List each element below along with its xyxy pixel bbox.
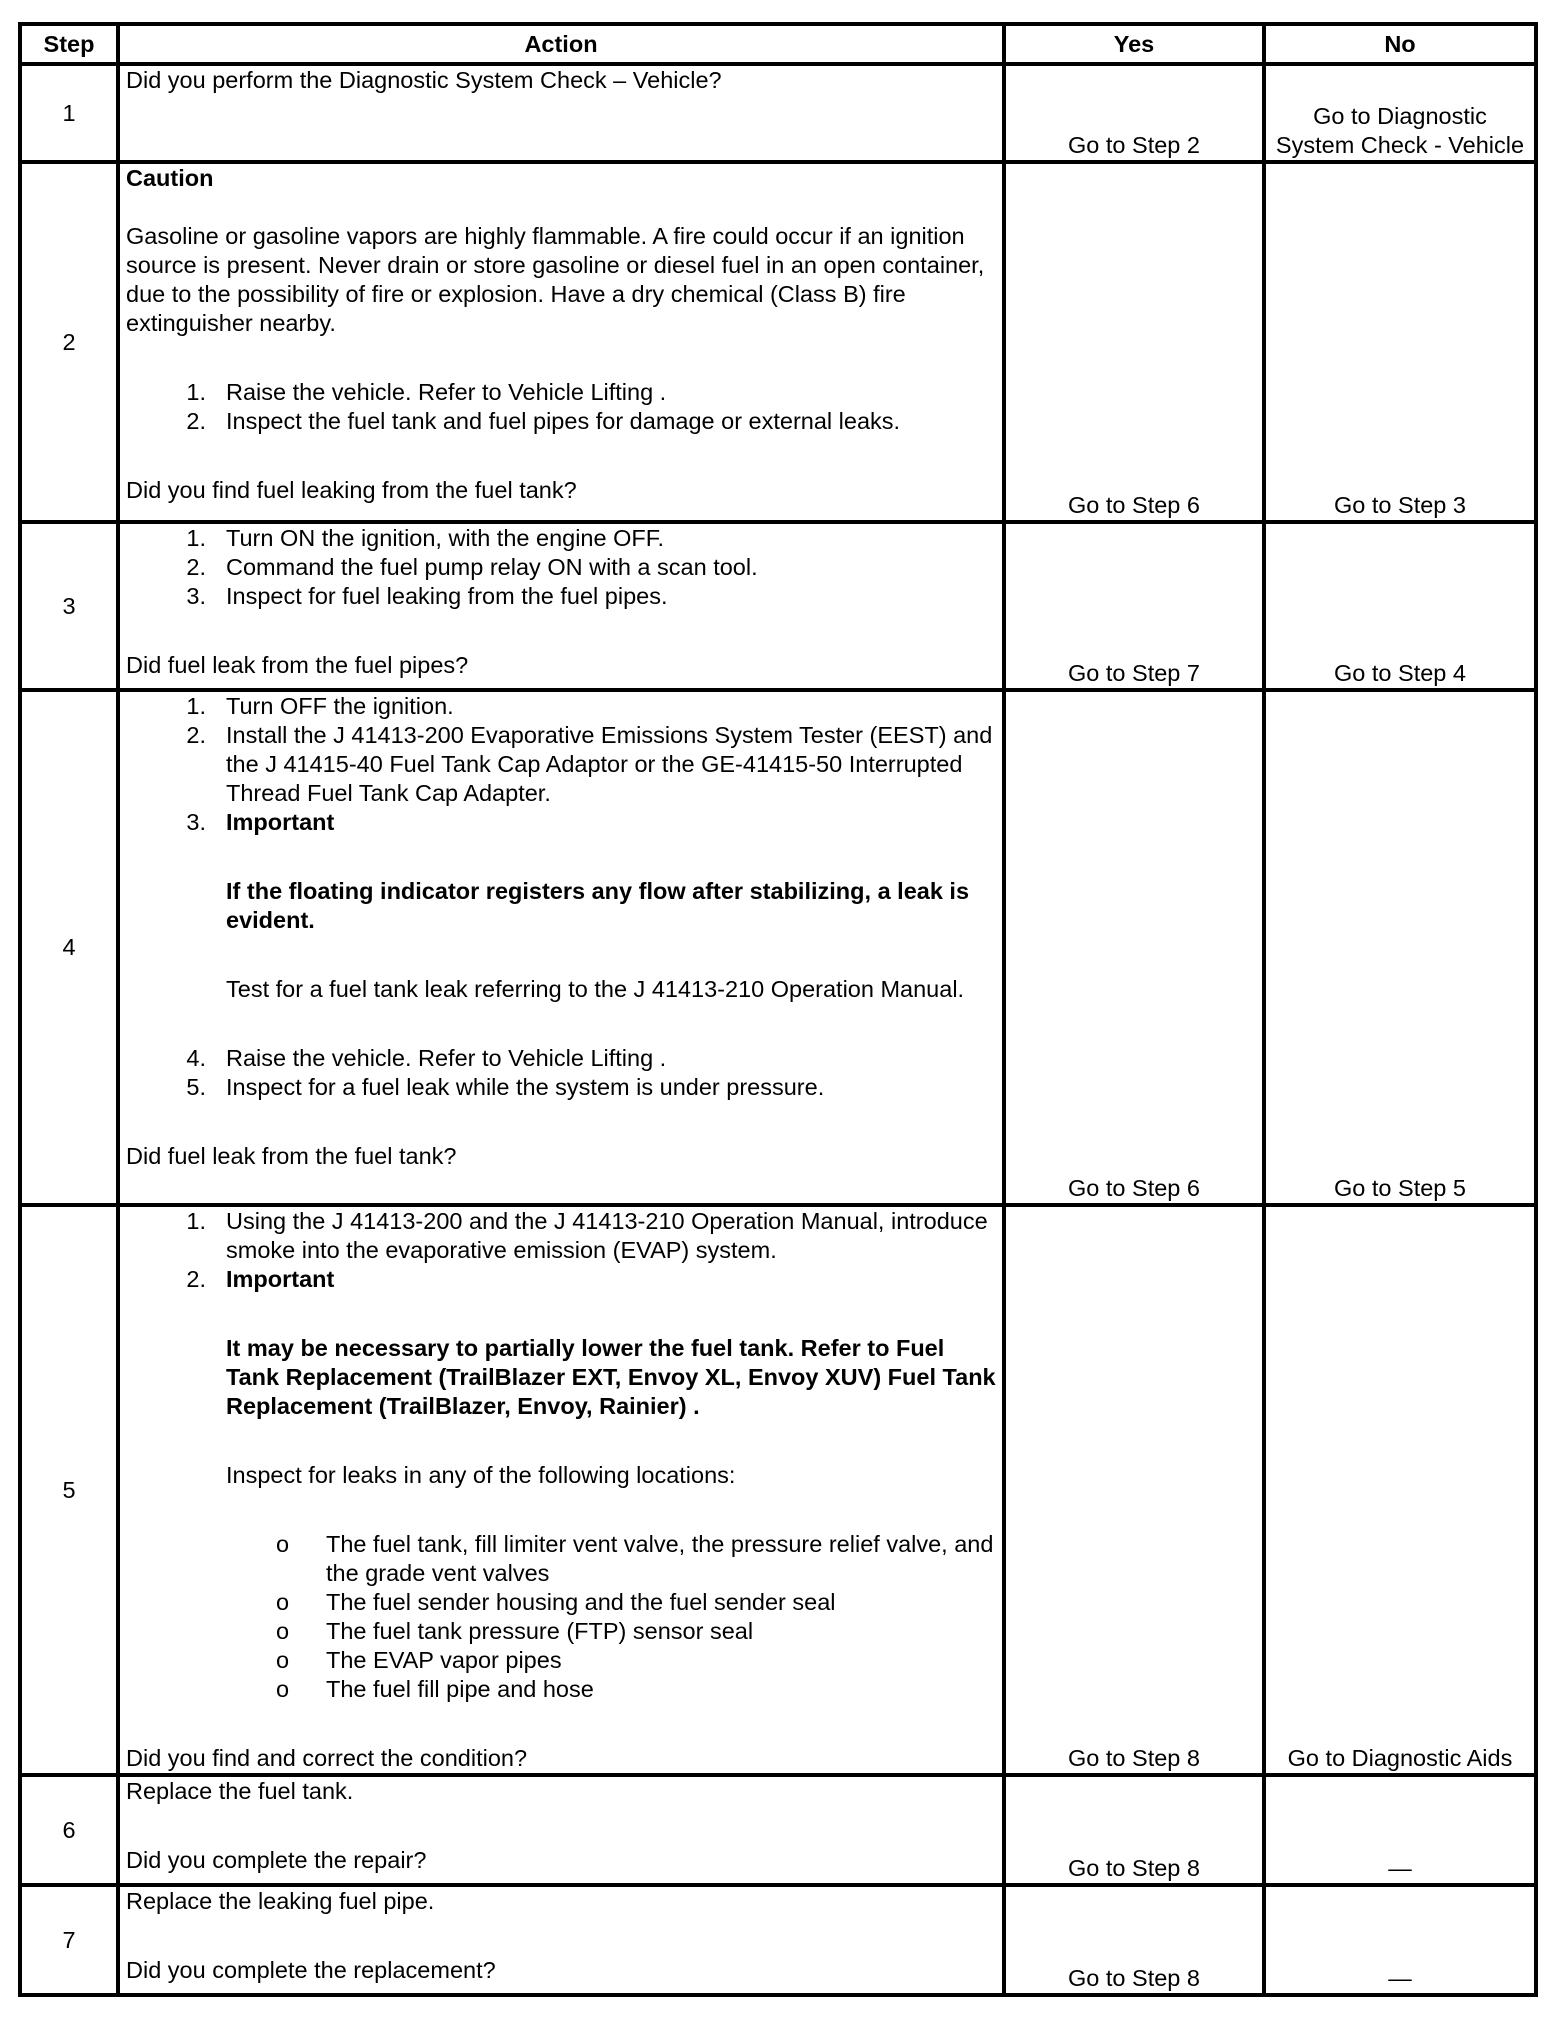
yes-cell: Go to Step 8 (1004, 1205, 1264, 1775)
bullet-icon: o (276, 1531, 290, 1557)
bullet-icon: o (276, 1618, 290, 1644)
list-item: 5. Inspect for a fuel leak while the system is under pressure. (186, 1074, 825, 1100)
question-text: Did you find fuel leaking from the fuel tank? (126, 477, 577, 503)
header-yes: Yes (1004, 24, 1264, 64)
yes-cell: Go to Step 6 (1004, 162, 1264, 522)
step-row-4 (20, 690, 1536, 1205)
inspect-text: Inspect for leaks in any of the following locations: (226, 1462, 736, 1488)
no-cell: — (1264, 1885, 1536, 1995)
important-text: It may be necessary to partially lower the fuel tank. Refer to Fuel Tank Replacement (TrailBlazer EXT, Envoy XL, Envoy XUV) Fuel Tank Replacement (TrailBlazer, Envoy, Rainier) . (226, 1335, 996, 1419)
action-cell (118, 522, 1004, 690)
procedure-list (126, 378, 996, 436)
bullet-icon: o (276, 1676, 290, 1702)
question-text: Did you complete the replacement? (126, 1957, 496, 1983)
list-item: 1. Using the J 41413-200 and the J 41413-210 Operation Manual, introduce smoke into the evaporative emission (EVAP) system. (186, 1208, 988, 1263)
action-cell (118, 64, 1004, 162)
yes-cell: Go to Step 8 (1004, 1885, 1264, 1995)
locations-list (126, 1530, 996, 1704)
question-text: Did you find and correct the condition? (126, 1745, 528, 1771)
yes-cell: Go to Step 8 (1004, 1775, 1264, 1885)
list-item: 1. Turn OFF the ignition. (186, 693, 454, 719)
no-cell: Go to Step 3 (1264, 162, 1536, 522)
step-number: 2 (20, 162, 118, 522)
procedure-list (126, 524, 996, 611)
question-text: Did you complete the repair? (126, 1847, 427, 1873)
question-text: Did fuel leak from the fuel tank? (126, 1143, 457, 1169)
list-item: 2. Important (186, 1266, 335, 1292)
caution-text: Gasoline or gasoline vapors are highly flammable. A fire could occur if an ignition source is present. Never drain or store gasoline or diesel fuel in an open container, due to the possibility of fire or explosion. Have a dry chemical (Class B) fire extinguisher nearby. (126, 223, 985, 336)
no-cell: Go to Step 4 (1264, 522, 1536, 690)
action-cell (118, 1775, 1004, 1885)
step-row-3 (20, 522, 1536, 690)
no-cell: Go to Diagnostic System Check - Vehicle (1264, 64, 1536, 162)
bullet-icon: o (276, 1647, 290, 1673)
step-row-7 (20, 1885, 1536, 1995)
action-cell (118, 1205, 1004, 1775)
step-number: 3 (20, 522, 118, 690)
action-cell (118, 1885, 1004, 1995)
yes-cell: Go to Step 6 (1004, 690, 1264, 1205)
list-item: 3. Important (186, 809, 335, 835)
list-item: 2. Install the J 41413-200 Evaporative Emissions System Tester (EEST) and the J 41415-40 Fuel Tank Cap Adaptor or the GE-41415-50 Interrupted Thread Fuel Tank Cap Adapter. (186, 722, 993, 806)
no-cell: Go to Diagnostic Aids (1264, 1205, 1536, 1775)
step-number: 6 (20, 1775, 118, 1885)
step-row-6 (20, 1775, 1536, 1885)
list-item: o The fuel tank, fill limiter vent valve, the pressure relief valve, and the grade vent valves (276, 1531, 994, 1586)
action-cell (118, 690, 1004, 1205)
bullet-icon: o (276, 1589, 290, 1615)
list-item: 3. Inspect for fuel leaking from the fuel pipes. (186, 583, 668, 609)
step-row-2 (20, 162, 1536, 522)
step-number: 5 (20, 1205, 118, 1775)
caution-title: Caution (126, 165, 214, 191)
yes-cell: Go to Step 2 (1004, 64, 1264, 162)
header-no: No (1264, 24, 1536, 64)
instruction-text: Replace the fuel tank. (126, 1778, 354, 1804)
no-cell: — (1264, 1775, 1536, 1885)
header-action: Action (118, 24, 1004, 64)
step-row-1 (20, 64, 1536, 162)
list-item: 1. Turn ON the ignition, with the engine OFF. (186, 525, 665, 551)
list-item: o The fuel sender housing and the fuel sender seal (276, 1589, 836, 1615)
action-cell (118, 162, 1004, 522)
no-cell: Go to Step 5 (1264, 690, 1536, 1205)
important-text: If the floating indicator registers any flow after stabilizing, a leak is evident. (226, 878, 970, 933)
important-label: Important (226, 809, 335, 835)
procedure-list (126, 1207, 996, 1294)
step-number: 4 (20, 690, 118, 1205)
question-text: Did fuel leak from the fuel pipes? (126, 652, 469, 678)
list-item: 2. Command the fuel pump relay ON with a scan tool. (186, 554, 758, 580)
yes-cell: Go to Step 7 (1004, 522, 1264, 690)
list-item: 4. Raise the vehicle. Refer to Vehicle Lifting . (186, 1045, 667, 1071)
header-step: Step (20, 24, 118, 64)
procedure-list (126, 692, 996, 837)
step-row-5 (20, 1205, 1536, 1775)
diagnostic-table (18, 22, 1538, 1997)
step-number: 7 (20, 1885, 118, 1995)
list-item: o The EVAP vapor pipes (276, 1647, 562, 1673)
instruction-text: Replace the leaking fuel pipe. (126, 1888, 435, 1914)
important-label: Important (226, 1266, 335, 1292)
list-item: o The fuel tank pressure (FTP) sensor seal (276, 1618, 754, 1644)
question-text: Did you perform the Diagnostic System Check – Vehicle? (126, 67, 722, 93)
test-text: Test for a fuel tank leak referring to the J 41413-210 Operation Manual. (226, 976, 965, 1002)
header-row (20, 24, 1536, 64)
step-number: 1 (20, 64, 118, 162)
procedure-list (126, 1044, 996, 1102)
list-item: o The fuel fill pipe and hose (276, 1676, 594, 1702)
list-item: 1. Raise the vehicle. Refer to Vehicle Lifting . (186, 379, 667, 405)
list-item: 2. Inspect the fuel tank and fuel pipes for damage or external leaks. (186, 408, 901, 434)
